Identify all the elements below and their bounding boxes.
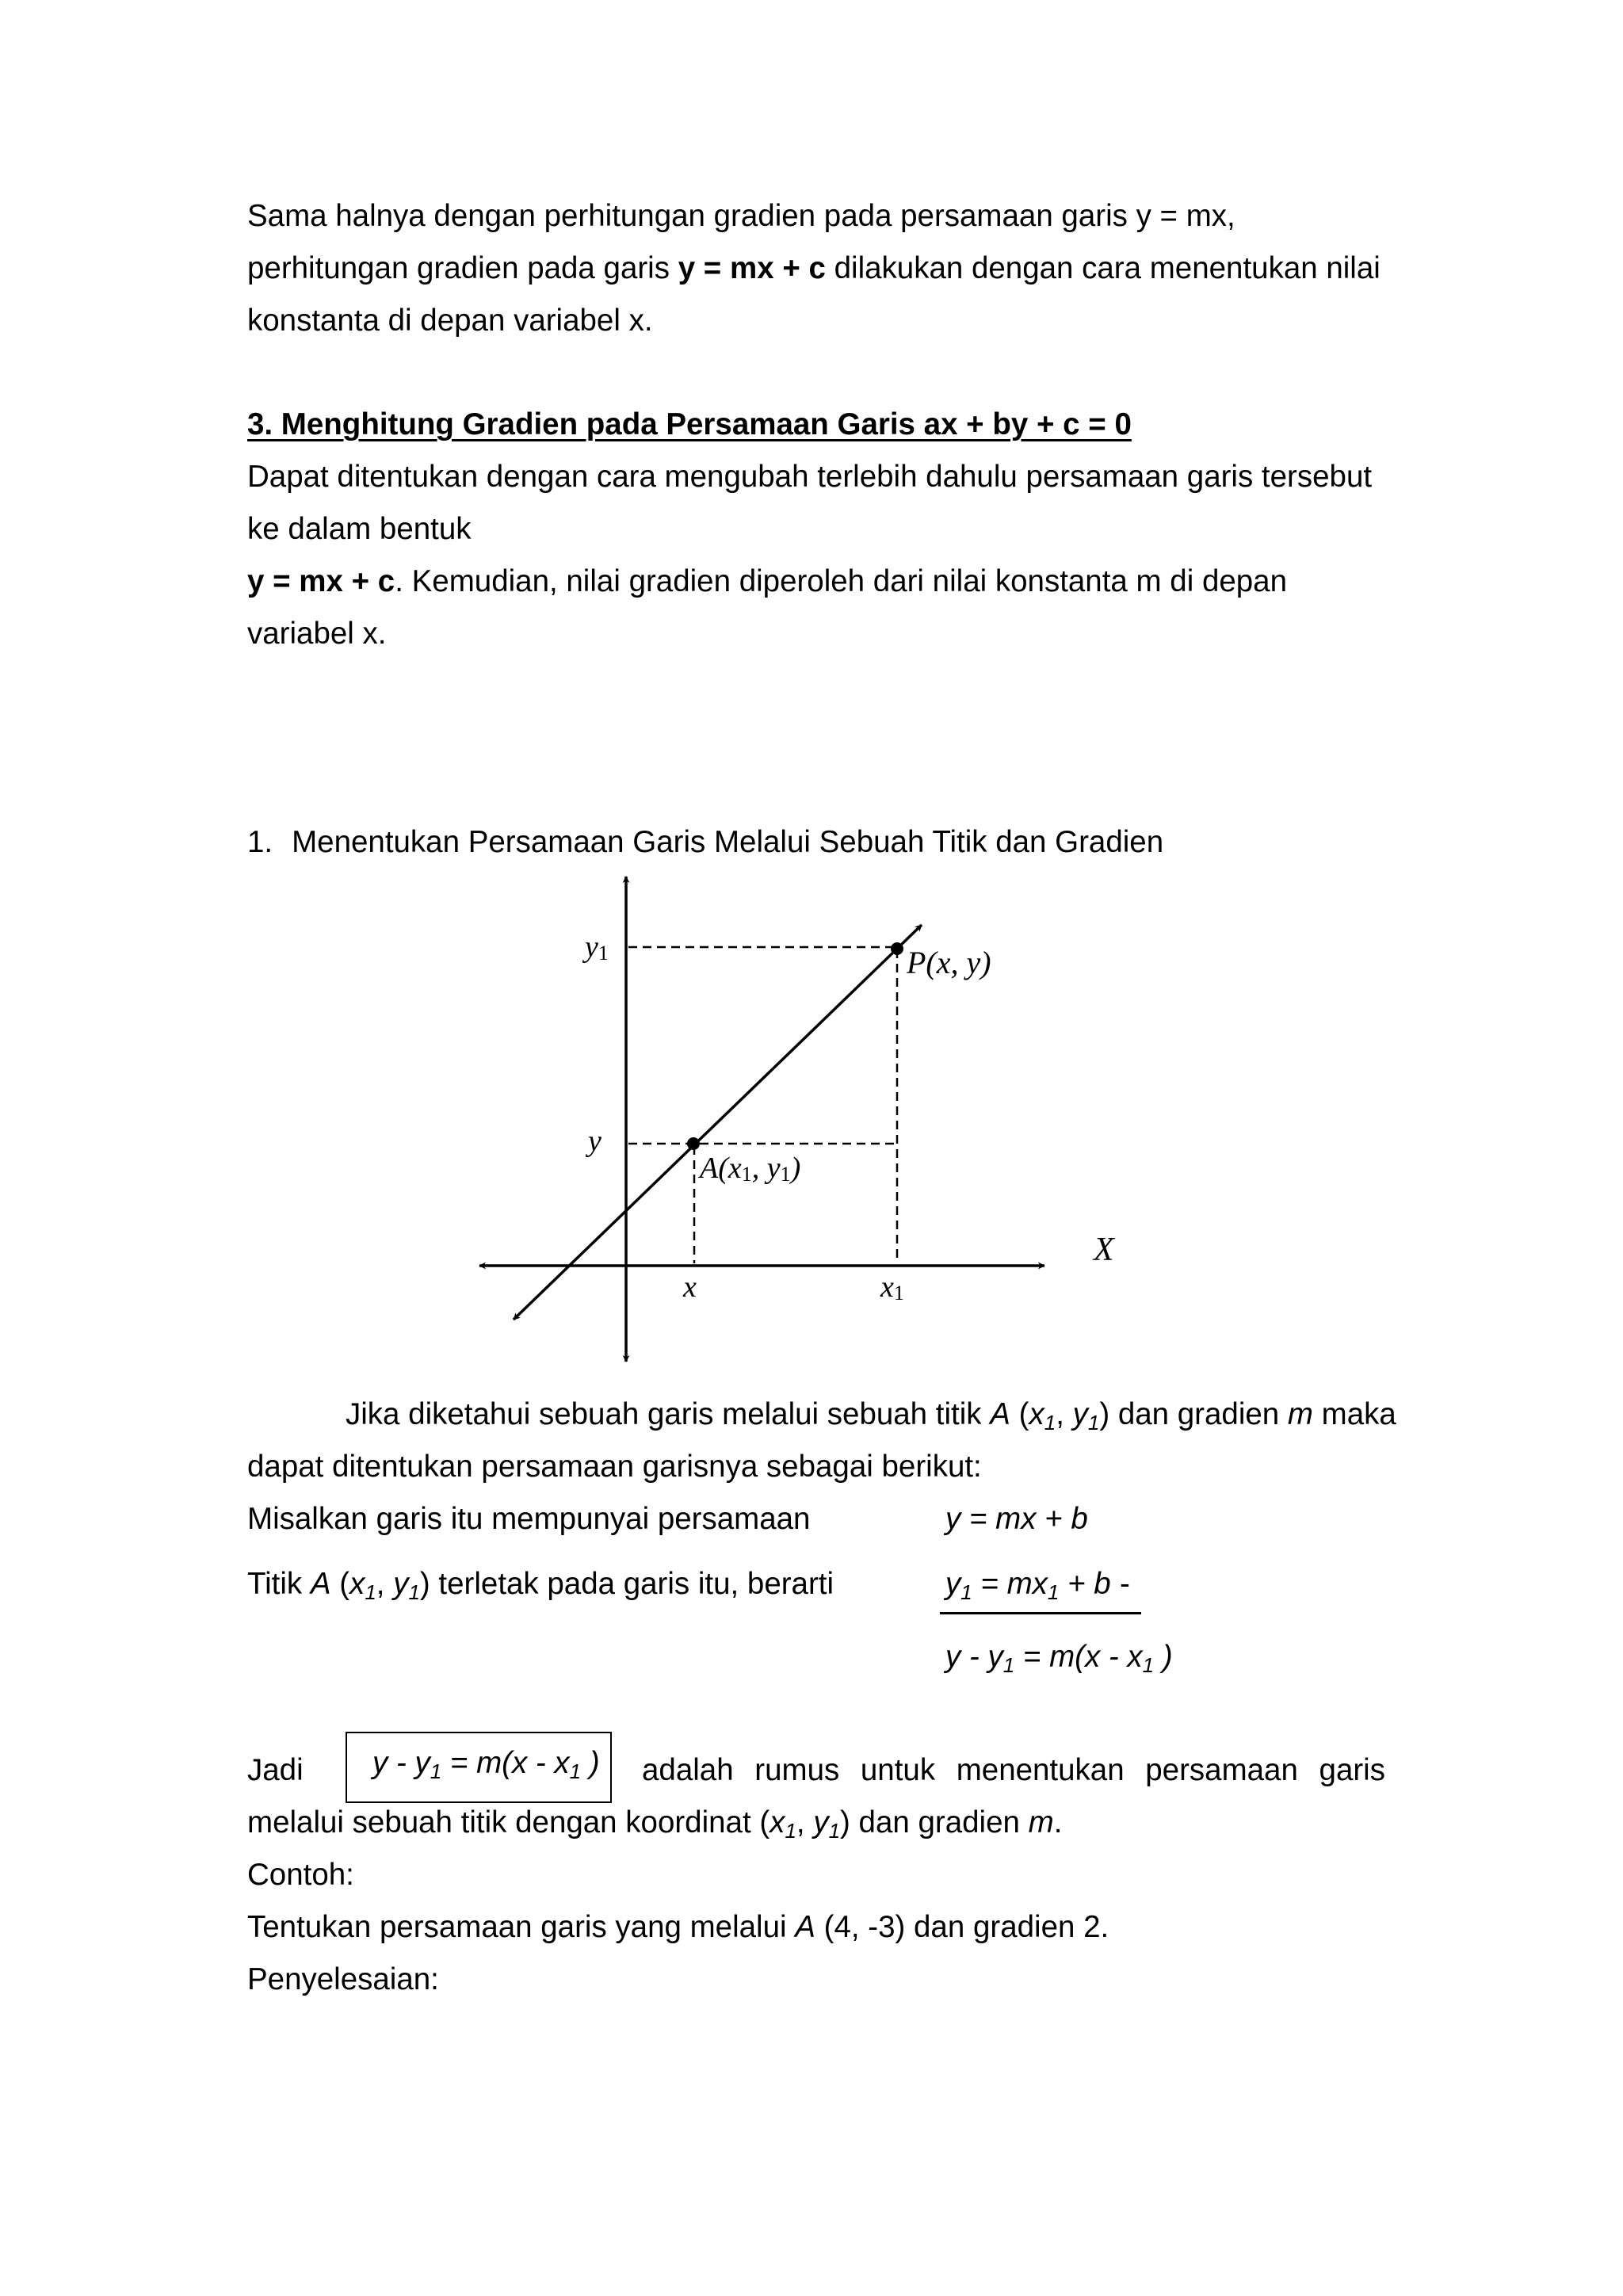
intro-equation: y = mx + c [678, 251, 826, 285]
example-q-A: A [795, 1910, 815, 1944]
label-x: x [683, 1270, 697, 1304]
row-2-sub-1: 1 [365, 1580, 376, 1604]
conc-2-d: . [1053, 1805, 1063, 1839]
example-question [247, 1901, 1109, 1954]
row-2-eq-c: + b [1059, 1567, 1111, 1601]
point-A [687, 1137, 700, 1150]
section-3-line-4: variabel x. [247, 617, 387, 651]
conc-2-m: m [1028, 1805, 1054, 1839]
row-2-x: x [349, 1567, 365, 1601]
intro-line-2-a: perhitungan gradien pada garis [247, 251, 678, 285]
section-3-line-3-b: . Kemudian, nilai gradien diperoleh dari nilai konstanta m di depan [395, 564, 1288, 598]
section-3-line-2: ke dalam bentuk [247, 512, 472, 546]
body-line-1-d: ) dan gradien [1099, 1397, 1288, 1431]
row-3-eq-sub-2: 1 [1142, 1653, 1155, 1677]
row-2-d: ) terletak pada garis itu, berarti [419, 1567, 834, 1601]
body-line-1-a: Jika diketahui sebuah garis melalui sebuah titik [346, 1397, 991, 1431]
body-line-2: dapat ditentukan persamaan garisnya sebagai berikut: [247, 1450, 982, 1484]
solution-label: Penyelesaian: [247, 1962, 439, 1996]
conc-2-c: ) dan gradien [840, 1805, 1029, 1839]
row-1-equation: y = mx + b [945, 1502, 1088, 1536]
point-P [891, 942, 903, 955]
conc-2-b: , [796, 1805, 814, 1839]
row-2-sub-2: 1 [408, 1580, 420, 1604]
section-1-number: 1. [247, 825, 273, 859]
row-2-eq-sub-2: 1 [1047, 1580, 1060, 1604]
row-2-equation [945, 1558, 1111, 1610]
section-3-heading: 3. Menghitung Gradien pada Persamaan Garis ax + by + c = 0 [247, 407, 1132, 441]
body-sub-2: 1 [1087, 1411, 1100, 1435]
box-a: y - y [372, 1746, 430, 1780]
row-2-eq-a: y [945, 1567, 961, 1601]
row-2-b: ( [330, 1567, 350, 1601]
body-line-1-b: ( [1010, 1397, 1029, 1431]
example-q-b: (4, -3) dan gradien 2. [815, 1910, 1109, 1944]
label-y1: y1 [585, 930, 609, 965]
conc-2-sub-1: 1 [785, 1819, 796, 1843]
label-y: y [588, 1125, 601, 1158]
body-y: y [1072, 1397, 1088, 1431]
example-label: Contoh: [247, 1858, 354, 1892]
row-1-left: Misalkan garis itu mempunyai persamaan [247, 1502, 811, 1536]
row-2-left [247, 1558, 834, 1610]
section-3-equation: y = mx + c [247, 564, 395, 598]
box-b: = m(x - x [441, 1746, 570, 1780]
conc-2-a: melalui sebuah titik dengan koordinat ( [247, 1805, 770, 1839]
row-2-c: , [376, 1567, 394, 1601]
graph-line [514, 925, 922, 1320]
conclusion-line-2 [247, 1797, 1062, 1849]
boxed-formula [372, 1737, 600, 1790]
row-3-eq-c: ) [1154, 1640, 1173, 1674]
box-sub: 1 [430, 1759, 442, 1783]
row-2-a: Titik [247, 1567, 311, 1601]
intro-line-3: konstanta di depan variabel x. [247, 304, 653, 338]
body-m: m [1287, 1397, 1313, 1431]
row-3-eq-a: y - y [945, 1640, 1003, 1674]
row-3-eq-b: = m(x - x [1014, 1640, 1143, 1674]
subtraction-sign: - [1120, 1567, 1130, 1601]
label-P: P(x, y) [907, 945, 991, 980]
conclusion-jadi: Jadi [247, 1753, 304, 1787]
example-q-a: Tentukan persamaan garis yang melalui [247, 1910, 796, 1944]
label-A: A(x1, y1) [700, 1152, 801, 1186]
body-sub-1: 1 [1044, 1411, 1056, 1435]
row-2-eq-b: = mx [972, 1567, 1048, 1601]
row-2-A: A [310, 1567, 331, 1601]
row-2-y: y [393, 1567, 409, 1601]
box-sub-2: 1 [569, 1759, 582, 1783]
row-3-eq-sub: 1 [1002, 1653, 1015, 1677]
row-3-equation [945, 1631, 1173, 1683]
body-line-1-e: maka [1312, 1397, 1396, 1431]
box-c: ) [581, 1746, 600, 1780]
body-point-A: A [990, 1397, 1010, 1431]
label-X-axis: X [1094, 1232, 1114, 1268]
row-2-eq-sub: 1 [960, 1580, 972, 1604]
body-line-1-c: , [1056, 1397, 1073, 1431]
section-1-title: Menentukan Persamaan Garis Melalui Sebuah Titik dan Gradien [292, 825, 1164, 859]
label-x1: x1 [880, 1270, 904, 1305]
conc-2-x: x [769, 1805, 785, 1839]
intro-line-2-c: dilakukan dengan cara menentukan nilai [825, 251, 1381, 285]
intro-line-1: Sama halnya dengan perhitungan gradien pada persamaan garis y = mx, [247, 199, 1235, 233]
body-x: x [1029, 1397, 1044, 1431]
body-line-1 [346, 1389, 1396, 1441]
subtraction-rule [940, 1612, 1141, 1614]
conc-2-y: y [813, 1805, 829, 1839]
conclusion-rest: adalah rumus untuk menentukan persamaan garis [642, 1753, 1385, 1787]
section-3-line-1: Dapat ditentukan dengan cara mengubah terlebih dahulu persamaan garis tersebut [247, 460, 1373, 494]
conc-2-sub-2: 1 [828, 1819, 841, 1843]
